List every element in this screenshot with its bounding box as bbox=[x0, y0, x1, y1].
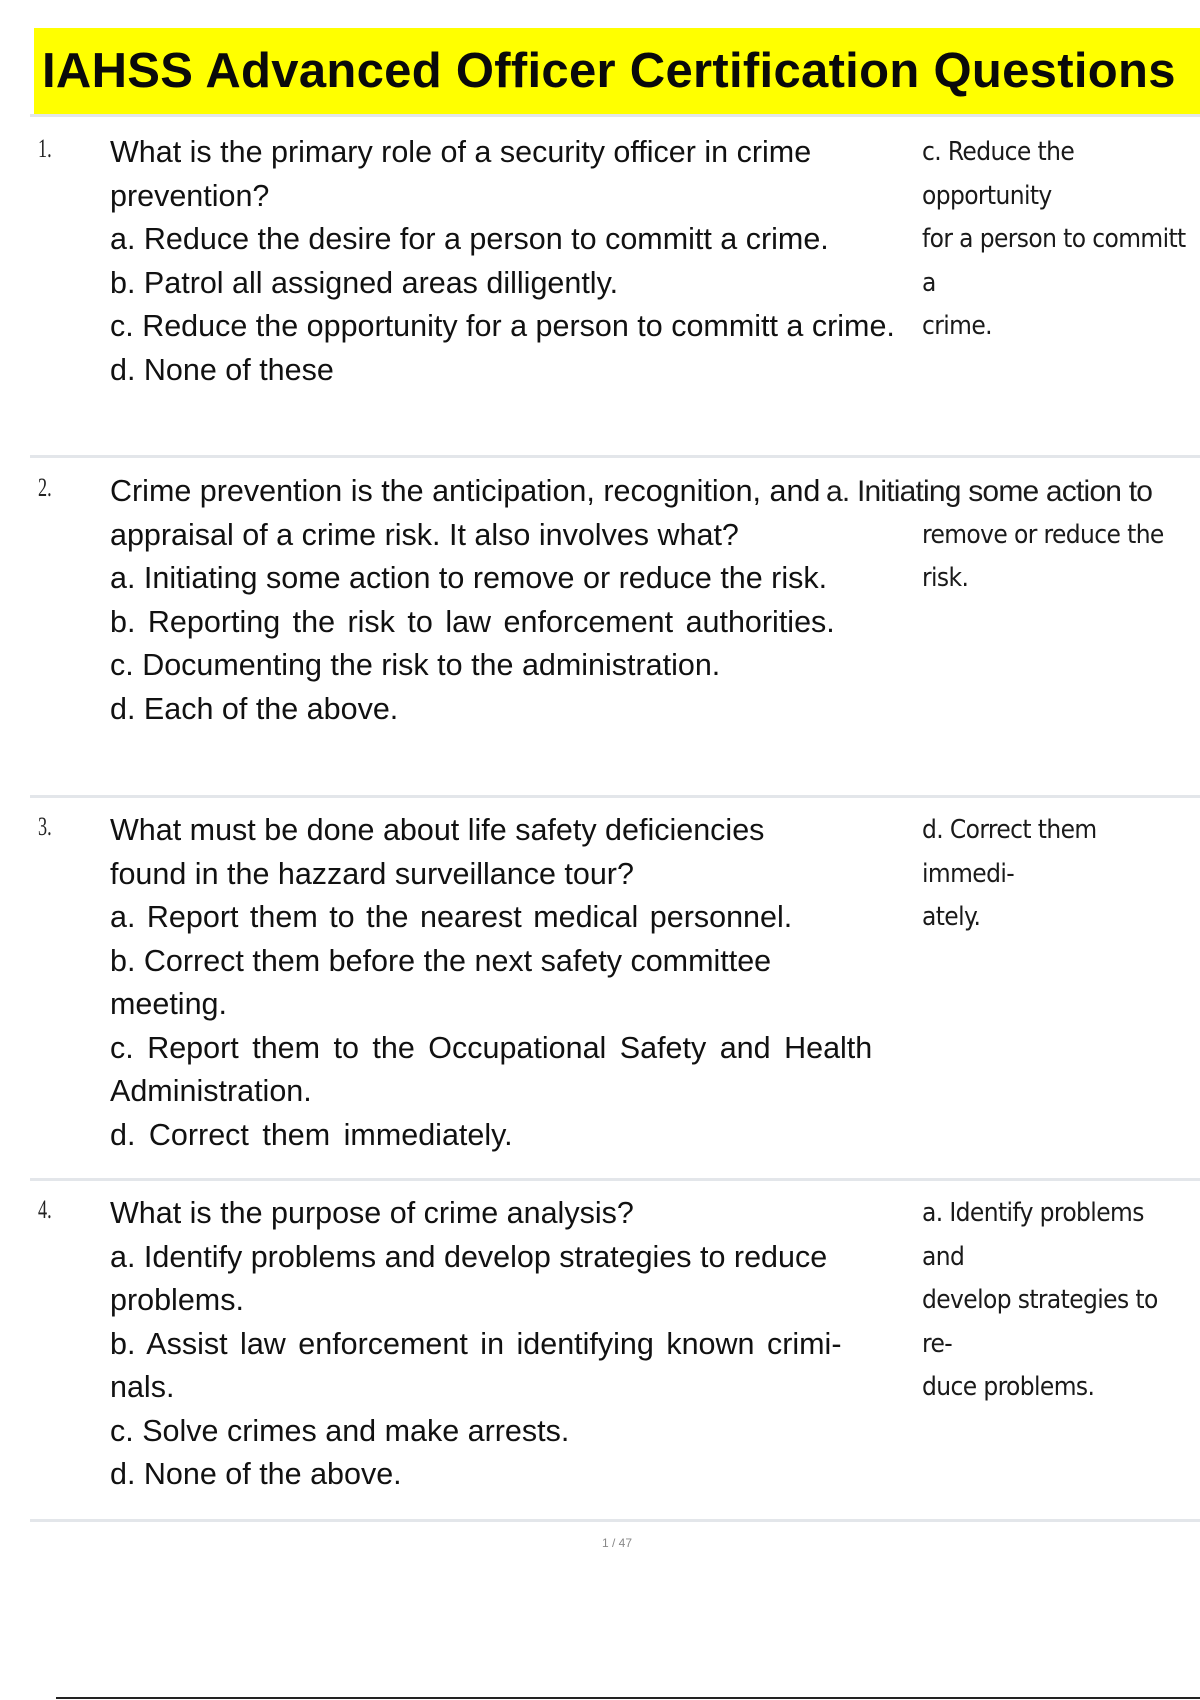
answer bbox=[826, 470, 1190, 601]
answer-line: ately. bbox=[922, 902, 981, 932]
page-title-bar bbox=[34, 28, 1200, 114]
option-a: a. Report them to the nearest medical personnel. bbox=[110, 900, 793, 934]
question-text-line: What must be done about life safety deficiencies bbox=[110, 813, 765, 847]
question-number: 4. bbox=[38, 1195, 52, 1224]
answer-line: for a person to committ a bbox=[922, 224, 1186, 298]
option-d: d. Each of the above. bbox=[110, 691, 399, 726]
answer bbox=[922, 131, 1190, 349]
question-body bbox=[110, 1192, 910, 1497]
divider bbox=[30, 1519, 1200, 1522]
question-text-line: Crime prevention is the anticipation, recognition, and bbox=[110, 474, 821, 508]
divider bbox=[30, 1178, 1200, 1181]
option-c: c. Report them to the Occupational Safety and Health Administration. bbox=[110, 1030, 873, 1108]
question-body bbox=[110, 131, 910, 392]
question-text-line: What is the primary role of a security officer in crime bbox=[110, 135, 812, 169]
option-d: d. Correct them immediately. bbox=[110, 1117, 513, 1152]
question-number: 2. bbox=[38, 473, 52, 502]
option-b: b. Patrol all assigned areas dilligently. bbox=[110, 265, 619, 300]
page-bottom-line bbox=[56, 1697, 1200, 1699]
answer-line: a. Initiating some action to bbox=[826, 475, 1153, 508]
question-body bbox=[110, 809, 910, 1157]
question-number: 3. bbox=[38, 812, 52, 841]
answer-line: a. Identify problems and bbox=[922, 1198, 1144, 1272]
question-number: 1. bbox=[38, 134, 52, 163]
answer-line: crime. bbox=[922, 311, 992, 341]
option-a: a. Initiating some action to remove or reduce the risk. bbox=[110, 561, 828, 595]
question-text-line: appraisal of a crime risk. It also involves what? bbox=[110, 517, 739, 552]
option-b: b. Correct them before the next safety committee meeting. bbox=[110, 943, 772, 1021]
option-a: a. Identify problems and develop strategies to reduce problems. bbox=[110, 1239, 828, 1317]
option-c: c. Documenting the risk to the administration. bbox=[110, 648, 721, 682]
divider bbox=[30, 455, 1200, 458]
option-d: d. None of the above. bbox=[110, 1457, 402, 1491]
option-a: a. Reduce the desire for a person to committ a crime. bbox=[110, 222, 829, 256]
question-text-line: found in the hazzard surveillance tour? bbox=[110, 856, 634, 891]
question-text-line: prevention? bbox=[110, 178, 270, 213]
answer-line: develop strategies to re- bbox=[922, 1285, 1158, 1359]
question-text-line: What is the purpose of crime analysis? bbox=[110, 1196, 634, 1230]
option-b: b. Assist law enforcement in identifying known crimi- nals. bbox=[110, 1326, 842, 1404]
answer-line: remove or reduce the risk. bbox=[922, 519, 1164, 593]
option-c: c. Solve crimes and make arrests. bbox=[110, 1413, 570, 1448]
answer-line: c. Reduce the opportunity bbox=[922, 137, 1075, 211]
answer bbox=[922, 809, 1190, 940]
divider bbox=[30, 795, 1200, 798]
option-c: c. Reduce the opportunity for a person to committ a crime. bbox=[110, 309, 895, 343]
page-number: 1 / 47 bbox=[601, 1536, 633, 1550]
answer bbox=[922, 1192, 1190, 1410]
question-body bbox=[110, 470, 910, 731]
answer-line: duce problems. bbox=[922, 1372, 1095, 1402]
answer-line: d. Correct them immedi- bbox=[922, 815, 1097, 889]
option-d: d. None of these bbox=[110, 352, 334, 387]
option-b: b. Reporting the risk to law enforcement authorities. bbox=[110, 604, 835, 639]
page-title: IAHSS Advanced Officer Certification Questions bbox=[42, 44, 1176, 98]
divider bbox=[30, 114, 1200, 117]
